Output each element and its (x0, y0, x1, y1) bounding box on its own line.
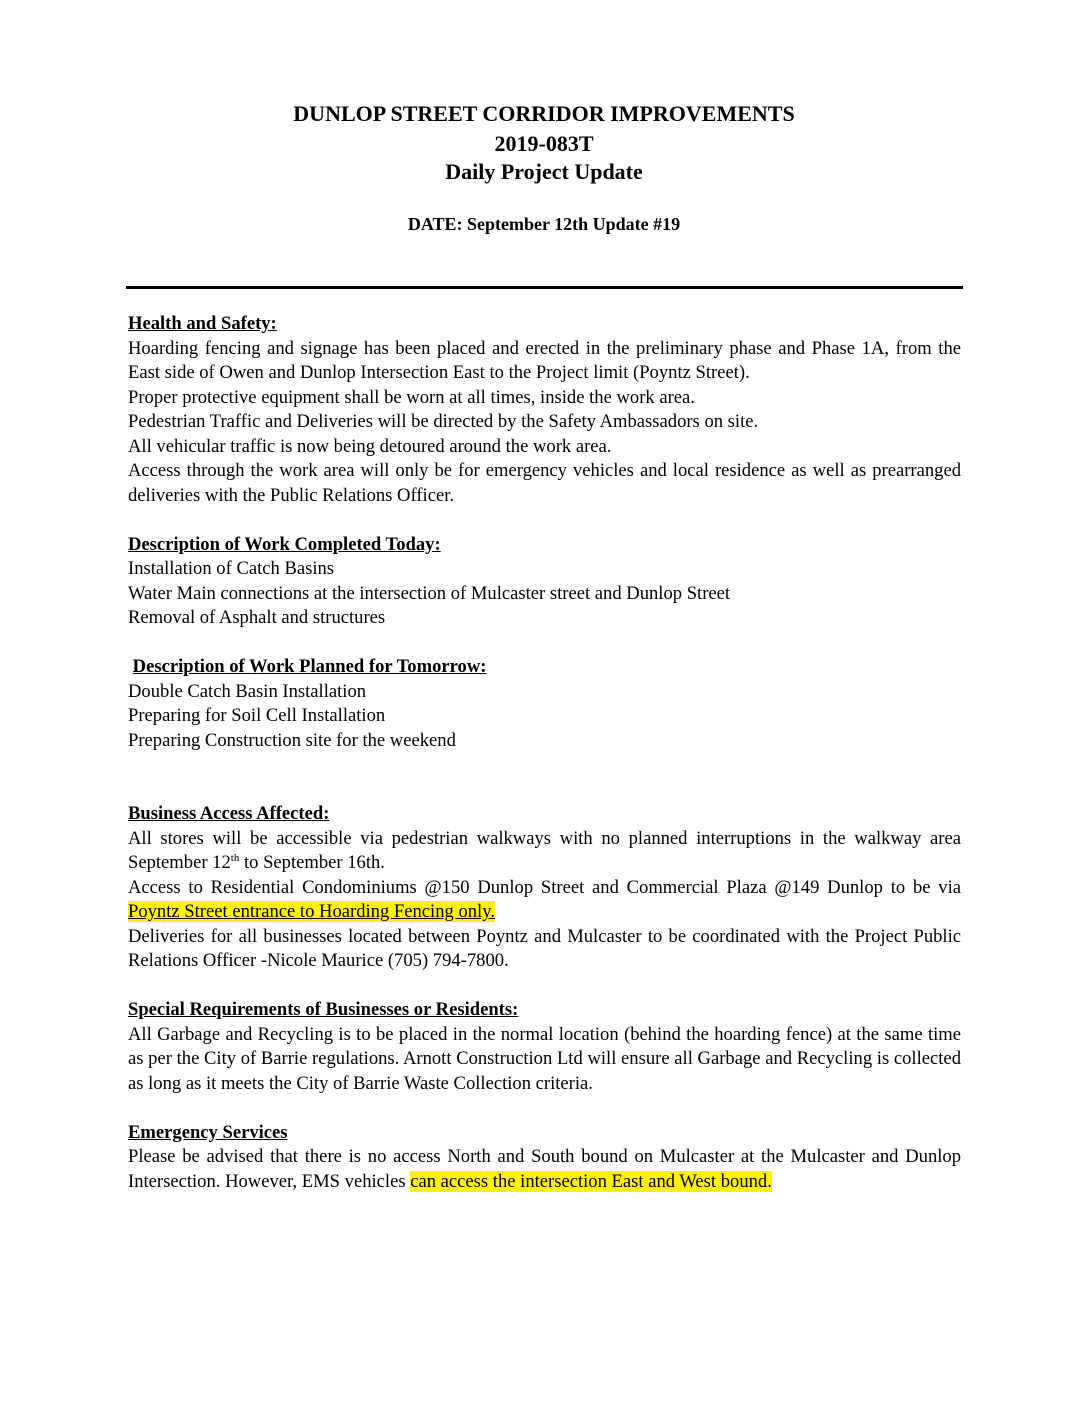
highlighted-text: can access the intersection East and West bound. (410, 1170, 772, 1192)
business-access-paragraph-1 (128, 827, 961, 876)
work-planned-heading-row (128, 655, 961, 680)
business-access-p2-text: Access to Residential Condominiums @150 Dunlop Street and Commercial Plaza @149 Dunlop to be via (128, 876, 961, 898)
header-divider (126, 286, 963, 289)
health-safety-paragraph-5: Access through the work area will only be for emergency vehicles and local residence as well as prearranged deliveries with the Public Relations Officer. (128, 460, 961, 506)
list-item: Preparing Construction site for the weekend (128, 729, 456, 751)
business-access-heading: Business Access Affected: (128, 803, 330, 824)
ordinal-suffix: th (230, 851, 240, 864)
health-safety-line-2: Proper protective equipment shall be worn at all times, inside the work area. (128, 386, 695, 408)
spacer (128, 753, 961, 802)
work-planned-section (128, 655, 961, 753)
business-access-paragraph-2 (128, 876, 961, 925)
list-item: Installation of Catch Basins (128, 558, 335, 579)
health-safety-line-3: Pedestrian Traffic and Deliveries will be directed by the Safety Ambassadors on site. (128, 411, 759, 432)
list-item: Water Main connections at the intersection of Mulcaster street and Dunlop Street (128, 582, 731, 604)
health-safety-heading: Health and Safety: (128, 313, 277, 334)
project-code: 2019-083T (494, 131, 594, 156)
document-subtitle: Daily Project Update (445, 159, 643, 184)
business-access-p1-text: All stores will be accessible via pedestrian walkways with no planned interruptions in the walkway area September 12 (128, 827, 961, 873)
list-item: Preparing for Soil Cell Installation (128, 705, 386, 726)
emergency-services-heading: Emergency Services (128, 1121, 288, 1143)
business-access-p1-end: to September 16th. (239, 852, 385, 873)
spacer (128, 1096, 961, 1121)
spacer (128, 974, 961, 999)
special-requirements-section (128, 998, 961, 1096)
work-planned-heading: Description of Work Planned for Tomorrow: (132, 656, 487, 677)
work-completed-section (128, 533, 961, 631)
list-item: Removal of Asphalt and structures (128, 607, 386, 628)
health-safety-paragraph-1: Hoarding fencing and signage has been placed and erected in the preliminary phase and Phase 1A, from the East side of Owen and Dunlop Intersection East to the Project limit (Poyntz Street). (128, 337, 961, 383)
emergency-services-section (128, 1121, 961, 1195)
document-title: DUNLOP STREET CORRIDOR IMPROVEMENTS (293, 101, 795, 126)
emergency-services-paragraph (128, 1145, 961, 1194)
emergency-services-text: Please be advised that there is no access North and South bound on Mulcaster at the Mulcaster and Dunlop Intersection. However, EMS vehicles (128, 1146, 961, 1192)
business-access-section (128, 802, 961, 974)
health-safety-section (128, 312, 961, 508)
special-requirements-paragraph: All Garbage and Recycling is to be placed in the normal location (behind the hoarding fence) at the same time as per the City of Barrie regulations. Arnott Construction Ltd will ensure all Garbage and Recycling is collected as long as it meets the City of Barrie Waste Collection criteria. (128, 1023, 961, 1094)
highlighted-text: Poyntz Street entrance to Hoarding Fencing only. (128, 901, 495, 922)
list-item: Double Catch Basin Installation (128, 680, 367, 702)
spacer (128, 631, 961, 656)
health-safety-line-4: All vehicular traffic is now being detoured around the work area. (128, 435, 612, 457)
special-requirements-heading: Special Requirements of Businesses or Residents: (128, 999, 519, 1020)
document-body (128, 312, 961, 1194)
date-line: DATE: September 12th Update #19 (407, 214, 681, 234)
spacer (128, 508, 961, 533)
work-completed-heading: Description of Work Completed Today: (128, 533, 441, 555)
business-access-paragraph-3: Deliveries for all businesses located between Poyntz and Mulcaster to be coordinated with the Project Public Relations Officer -Nicole Maurice (705) 794-7800. (128, 925, 961, 971)
